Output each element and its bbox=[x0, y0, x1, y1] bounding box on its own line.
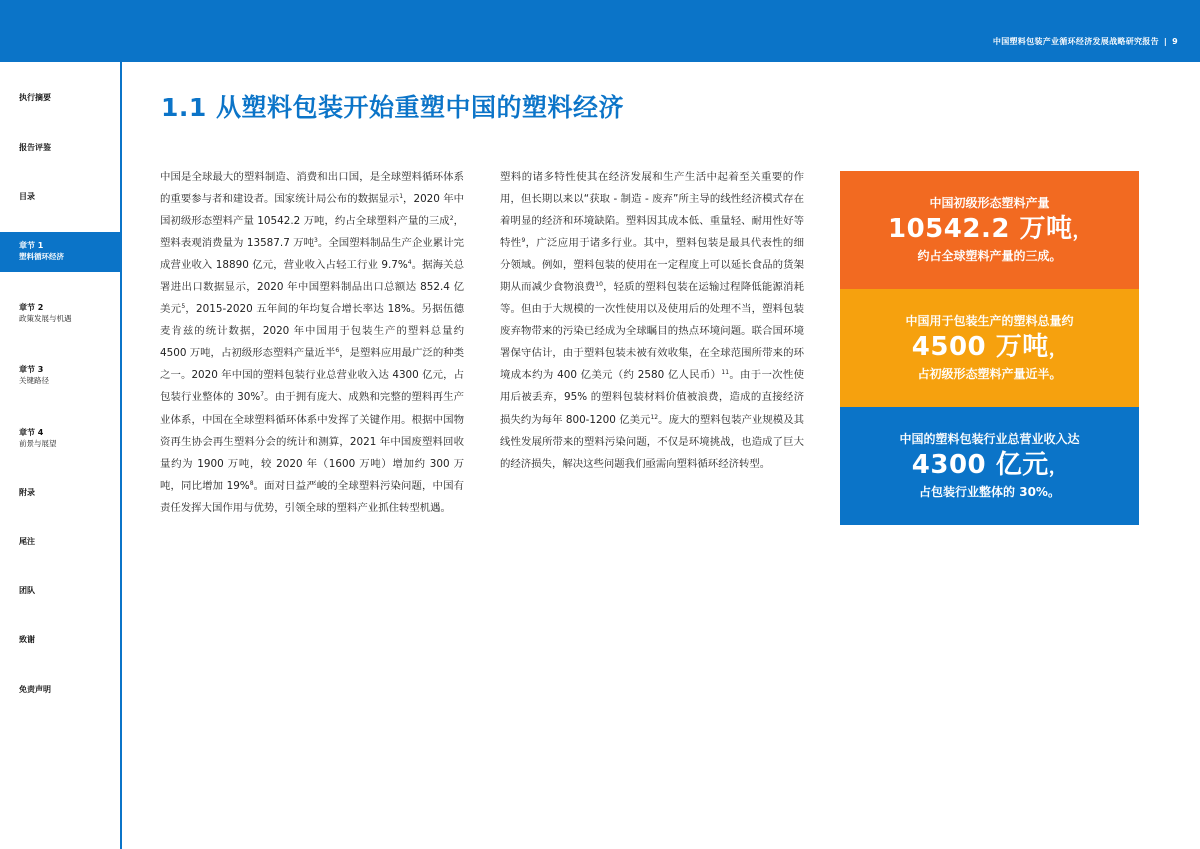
sidebar-item-report-review[interactable] bbox=[0, 142, 120, 153]
sidebar-item-team[interactable] bbox=[0, 585, 120, 596]
body-column-right bbox=[500, 166, 804, 475]
sidebar-item-label: 目录 bbox=[19, 192, 35, 201]
stat-comma: ， bbox=[1072, 221, 1091, 242]
footnote-ref[interactable]: 12 bbox=[650, 413, 659, 421]
stat-label: 中国初级形态塑料产量 bbox=[929, 196, 1050, 210]
sidebar-item-chapter-4[interactable] bbox=[0, 427, 120, 449]
top-banner bbox=[0, 0, 1200, 62]
sidebar-item-acknowledgements[interactable] bbox=[0, 634, 120, 645]
sidebar-item-contents[interactable] bbox=[0, 191, 120, 202]
sidebar-item-chapter-3[interactable] bbox=[0, 364, 120, 386]
sidebar-item-sublabel: 关键路径 bbox=[19, 376, 49, 385]
sidebar-nav bbox=[0, 62, 120, 849]
stat-box-packaging-revenue bbox=[840, 407, 1139, 525]
report-title: 中国塑料包装产业循环经济发展战略研究报告 bbox=[992, 37, 1159, 46]
text-run: ，是塑料应用最广泛的种类之一。2020 年中国的塑料包装行业总营业收入达 4300 亿元，占包装行业整体的 30% bbox=[160, 347, 465, 404]
sidebar-item-label: 致谢 bbox=[19, 635, 35, 644]
stat-value: 10542.2 万吨 bbox=[888, 214, 1073, 244]
stat-description: 占包装行业整体的 30%。 bbox=[919, 485, 1060, 499]
text-run: 。由于一次性使用后被丢弃，95% 的塑料包装材料价值被浪费，造成的直接经济损失约为每年 800-1200 亿美元 bbox=[500, 369, 804, 426]
footnote-ref[interactable]: 8 bbox=[249, 479, 254, 487]
body-column-left bbox=[160, 166, 464, 519]
footnote-ref[interactable]: 2 bbox=[449, 215, 454, 223]
stat-label: 中国的塑料包装行业总营业收入达 bbox=[899, 432, 1080, 446]
stat-value-row bbox=[840, 213, 1139, 248]
text-run: ，轻质的塑料包装在运输过程降低能源消耗等。但由于大规模的一次性使用以及使用后的处理不当，塑料包装废弃物带来的污染已经成为全球瞩目的热点环境问题。联合国环境署保守估计，由于塑料包装未被有效收集，在全球范围所带来的环境成本约为 400 亿美元（约 2580 亿人民币） bbox=[500, 281, 805, 382]
stat-value: 4500 万吨 bbox=[911, 332, 1049, 362]
page-title: 1.1 从塑料包装开始重塑中国的塑料经济 bbox=[161, 93, 624, 122]
text-run: 。面对日益严峻的全球塑料污染问题，中国有责任发挥大国作用与优势，引领全球的塑料产业抓住转型机遇。 bbox=[160, 479, 464, 514]
text-run: 。由于拥有庞大、成熟和完整的塑料再生产业体系，中国在全球塑料循环体系中发挥了关键作用。根据中国物资再生协会再生塑料分会的统计和测算，2021 年中国废塑料回收量约为 1900 万吨，较 2020 年（1600 万吨）增加约 300 万吨，同比增加 19% bbox=[160, 391, 464, 492]
running-header bbox=[993, 36, 1178, 47]
text-run: 。据海关总署进出口数据显示，2020 年中国塑料制品出口总额达 852.4 亿美元 bbox=[160, 259, 465, 316]
footnote-ref[interactable]: 4 bbox=[407, 259, 412, 267]
sidebar-item-label: 执行摘要 bbox=[19, 93, 51, 102]
sidebar-item-label: 章节 4 bbox=[19, 428, 44, 437]
sidebar-item-label: 团队 bbox=[19, 586, 35, 595]
sidebar-item-chapter-2[interactable] bbox=[0, 302, 120, 324]
footnote-ref[interactable]: 5 bbox=[181, 303, 186, 311]
footnote-ref[interactable]: 11 bbox=[721, 369, 730, 377]
sidebar-item-disclaimer[interactable] bbox=[0, 684, 120, 695]
footnote-ref[interactable]: 9 bbox=[521, 237, 526, 245]
stat-box-plastic-production bbox=[840, 171, 1139, 289]
sidebar-item-label: 章节 1 bbox=[19, 241, 44, 250]
stat-description: 占初级形态塑料产量近半。 bbox=[917, 367, 1062, 381]
text-run: 。庞大的塑料包装产业规模及其线性发展所带来的塑料污染问题，不仅是环境挑战，也造成了巨大的经济损失，解决这些问题我们亟需向塑料循环经济转型。 bbox=[500, 413, 805, 470]
text-run: ，塑料表观消费量为 13587.7 万吨 bbox=[160, 215, 464, 250]
text-run: 塑料的诸多特性使其在经济发展和生产生活中起着至关重要的作用，但长期以来以“获取 - 制造 - 废弃”所主导的线性经济模式存在着明显的经济和环境缺陷。塑料因其成本低、重量轻、耐用性好等特性 bbox=[500, 171, 804, 250]
footnote-ref[interactable]: 7 bbox=[260, 391, 265, 399]
sidebar-item-endnotes[interactable] bbox=[0, 536, 120, 547]
stat-description: 约占全球塑料产量的三成。 bbox=[917, 249, 1062, 263]
sidebar-item-appendix[interactable] bbox=[0, 487, 120, 498]
sidebar-item-label: 章节 3 bbox=[19, 365, 44, 374]
paragraph bbox=[160, 166, 464, 519]
text-run: 。全国塑料制品生产企业累计完成营业收入 18890 亿元，营业收入占轻工行业 9.7% bbox=[160, 237, 464, 272]
sidebar-item-chapter-1[interactable] bbox=[0, 232, 120, 272]
sidebar-item-sublabel: 塑料循环经济 bbox=[19, 252, 64, 261]
sidebar-item-label: 报告评鉴 bbox=[19, 143, 51, 152]
stat-label: 中国用于包装生产的塑料总量约 bbox=[905, 314, 1074, 328]
stat-comma: ， bbox=[1048, 339, 1068, 360]
paragraph bbox=[500, 166, 804, 475]
text-run: 中国是全球最大的塑料制造、消费和出口国，是全球塑料循环体系的重要参与者和建设者。国家统计局公布的数据显示 bbox=[160, 171, 464, 206]
footnote-ref[interactable]: 6 bbox=[335, 347, 340, 355]
stat-box-packaging-plastic bbox=[840, 289, 1139, 407]
text-run: ，2015-2020 五年间的年均复合增长率达 18%。另据伍德麦肯兹的统计数据，2020 年中国用于包装生产的塑料总量约 4500 万吨，占初级形态塑料产量近半 bbox=[160, 303, 464, 360]
sidebar-item-sublabel: 前景与展望 bbox=[19, 439, 57, 448]
sidebar-item-label: 免责声明 bbox=[19, 685, 51, 694]
sidebar-item-sublabel: 政策发展与机遇 bbox=[19, 314, 72, 323]
stat-comma: ， bbox=[1048, 457, 1068, 478]
sidebar-item-label: 章节 2 bbox=[19, 303, 44, 312]
sidebar-item-label: 附录 bbox=[19, 488, 35, 497]
page-number: 9 bbox=[1172, 37, 1178, 46]
sidebar-item-label: 尾注 bbox=[19, 537, 35, 546]
text-run: ，广泛应用于诸多行业。其中，塑料包装是最具代表性的细分领域。例如，塑料包装的使用在一定程度上可以延长食品的货架期从而减少食物浪费 bbox=[500, 237, 805, 294]
stat-value-row bbox=[840, 449, 1139, 484]
footnote-ref[interactable]: 10 bbox=[595, 281, 603, 289]
sidebar-divider bbox=[120, 62, 122, 849]
text-run: ，2020 年中国初级形态塑料产量 10542.2 万吨，约占全球塑料产量的三成 bbox=[160, 193, 465, 228]
header-separator: | bbox=[1163, 37, 1168, 46]
sidebar-item-executive-summary[interactable] bbox=[0, 92, 120, 103]
stat-value-row bbox=[840, 331, 1139, 366]
footnote-ref[interactable]: 1 bbox=[399, 193, 404, 201]
footnote-ref[interactable]: 3 bbox=[314, 237, 318, 245]
stat-value: 4300 亿元 bbox=[911, 450, 1049, 480]
